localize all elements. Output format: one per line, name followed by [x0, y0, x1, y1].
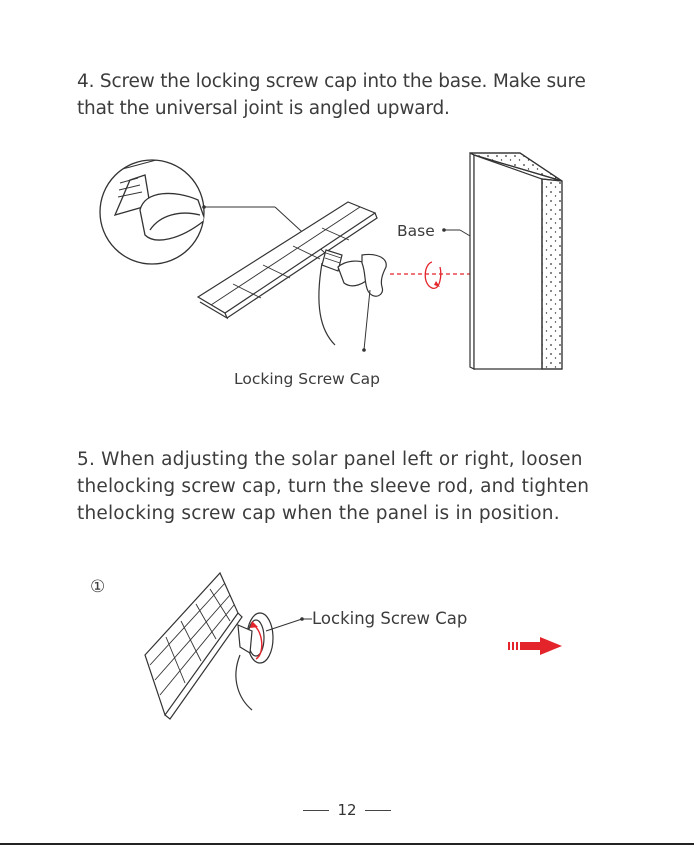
locking-screw-cap-label: Locking Screw Cap [234, 370, 380, 388]
footer-rule-right [365, 810, 391, 811]
step-4-instruction: 4. Screw the locking screw cap into the base. Make sure that the universal joint is angled upward. [77, 71, 586, 119]
pull-direction-arrow-icon [508, 637, 562, 655]
rotate-arrow-icon [425, 262, 440, 288]
figure-loosen-cap [80, 565, 580, 730]
wall [470, 153, 562, 369]
panel-cable [319, 263, 335, 345]
locking-screw-cap-label-2: Locking Screw Cap [312, 609, 468, 628]
universal-joint [322, 250, 386, 296]
solar-panel-2 [145, 573, 242, 719]
page-footer [0, 798, 694, 822]
sub-step-marker: ① [90, 577, 106, 597]
detail-zoom-circle [100, 150, 210, 264]
page-number: 12 [337, 801, 357, 819]
figure-mount-to-base [90, 145, 590, 380]
mount-assembly-2 [238, 613, 273, 663]
panel-cable-2 [236, 655, 252, 710]
solar-panel [198, 202, 377, 318]
footer-rule-left [303, 810, 329, 811]
base-label: Base [397, 222, 435, 240]
step-5-instruction: 5. When adjusting the solar panel left or right, loosen thelocking screw cap, turn the sleeve rod, and tighten thelocking screw cap when the panel is in position. [77, 449, 590, 524]
